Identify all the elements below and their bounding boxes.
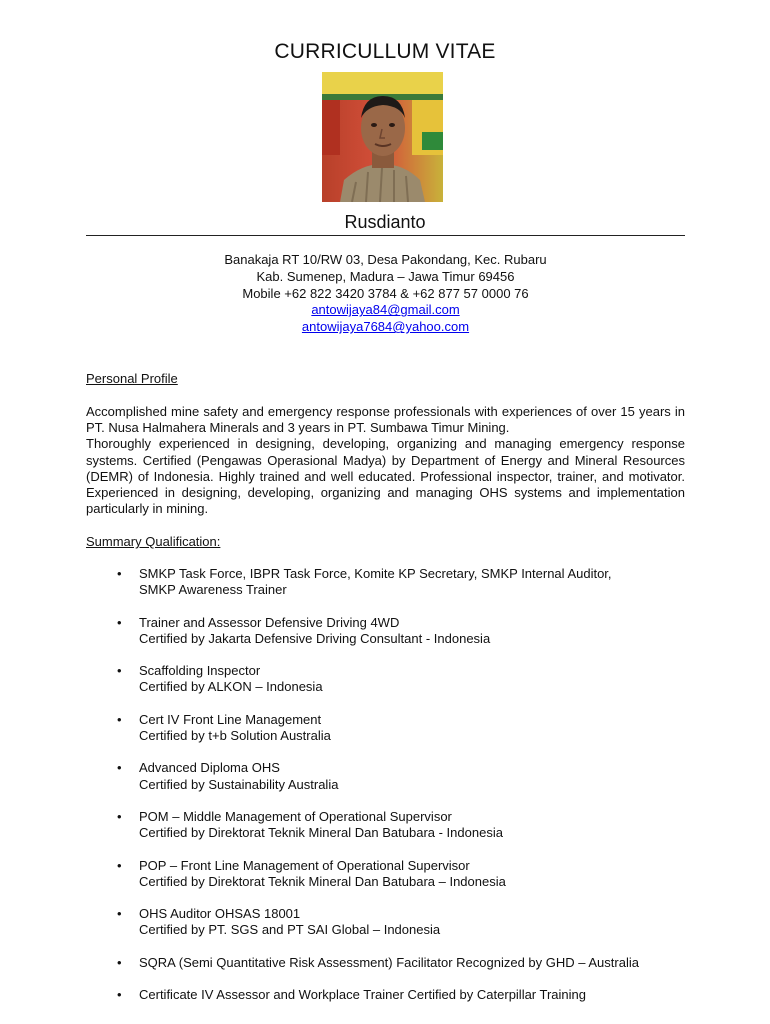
list-item <box>86 809 706 842</box>
bullet-icon: • <box>117 614 122 630</box>
list-item <box>86 858 706 891</box>
personal-profile-text <box>86 404 685 517</box>
qualification-title: SQRA (Semi Quantitative Risk Assessment) Facilitator Recognized by GHD – Australia <box>139 954 639 970</box>
bullet-icon: • <box>117 954 122 970</box>
list-item <box>86 712 706 745</box>
list-item <box>86 566 706 599</box>
qualification-title: OHS Auditor OHSAS 18001 <box>139 906 301 922</box>
email-link-gmail[interactable]: antowijaya84@gmail.com <box>311 302 460 318</box>
qualification-detail: Certified by t+b Solution Australia <box>139 728 331 744</box>
qualification-title: SMKP Task Force, IBPR Task Force, Komite KP Secretary, SMKP Internal Auditor, <box>139 566 612 581</box>
qualification-title: POP – Front Line Management of Operational Supervisor <box>139 857 470 873</box>
summary-qualification-heading: Summary Qualification: <box>86 534 221 549</box>
qualification-detail: Certified by ALKON – Indonesia <box>139 679 323 695</box>
list-item <box>86 906 706 939</box>
header-divider <box>86 235 685 236</box>
mobile-numbers: Mobile +62 822 3420 3784 & +62 877 57 0000 76 <box>242 285 529 301</box>
qualification-detail: Certified by Jakarta Defensive Driving Consultant - Indonesia <box>139 630 491 646</box>
qualification-title: Trainer and Assessor Defensive Driving 4WD <box>139 614 400 630</box>
qualification-title: Scaffolding Inspector <box>139 663 261 679</box>
qualification-detail: Certified by Direktorat Teknik Mineral Dan Batubara - Indonesia <box>139 825 503 841</box>
candidate-name: Rusdianto <box>344 212 426 232</box>
qualification-detail: Certified by Sustainability Australia <box>139 776 339 792</box>
profile-paragraph-2: Thoroughly experienced in designing, developing, organizing and managing emergency response systems. Certified (Pengawas Operasional Madya) by Department of Energy and Mineral Resources (DEMR) of Indonesia. Highly trained and well educated. Professional inspector, trainer, and motivator. Experienced in designing, developing, organizing and managing OHS systems and implementation particularly in mining. <box>86 436 685 517</box>
bullet-icon: • <box>117 711 122 727</box>
email-link-yahoo[interactable]: antowijaya7684@yahoo.com <box>301 319 470 335</box>
personal-profile-heading: Personal Profile <box>86 371 178 386</box>
bullet-icon: • <box>117 566 122 581</box>
list-item <box>86 987 706 1003</box>
qualification-title: POM – Middle Management of Operational Supervisor <box>139 808 452 824</box>
qualification-detail: Certified by PT. SGS and PT SAI Global – Indonesia <box>139 922 441 938</box>
qualification-detail: SMKP Awareness Trainer <box>139 582 287 598</box>
list-item <box>86 760 706 793</box>
bullet-icon: • <box>117 906 122 922</box>
address-line-2: Kab. Sumenep, Madura – Jawa Timur 69456 <box>256 268 515 284</box>
document-title: CURRICULLUM VITAE <box>274 40 496 63</box>
qualification-list <box>86 566 706 1019</box>
qualification-title: Certificate IV Assessor and Workplace Trainer Certified by Caterpillar Training <box>139 987 587 1003</box>
bullet-icon: • <box>117 808 122 824</box>
portrait-image <box>322 72 443 202</box>
address-line-1: Banakaja RT 10/RW 03, Desa Pakondang, Kec. Rubaru <box>224 252 547 267</box>
bullet-icon: • <box>117 857 122 873</box>
qualification-detail: Certified by Direktorat Teknik Mineral Dan Batubara – Indonesia <box>139 873 506 889</box>
contact-block <box>86 252 685 336</box>
bullet-icon: • <box>117 760 122 776</box>
profile-photo <box>322 72 443 202</box>
profile-paragraph-1: Accomplished mine safety and emergency response professionals with experiences of over 15 years in PT. Nusa Halmahera Minerals and 3 years in PT. Sumbawa Timur Mining. <box>86 404 685 436</box>
bullet-icon: • <box>117 987 122 1003</box>
qualification-title: Cert IV Front Line Management <box>139 711 322 727</box>
qualification-title: Advanced Diploma OHS <box>139 760 280 776</box>
list-item <box>86 955 706 971</box>
bullet-icon: • <box>117 663 122 679</box>
list-item <box>86 663 706 696</box>
list-item <box>86 615 706 648</box>
